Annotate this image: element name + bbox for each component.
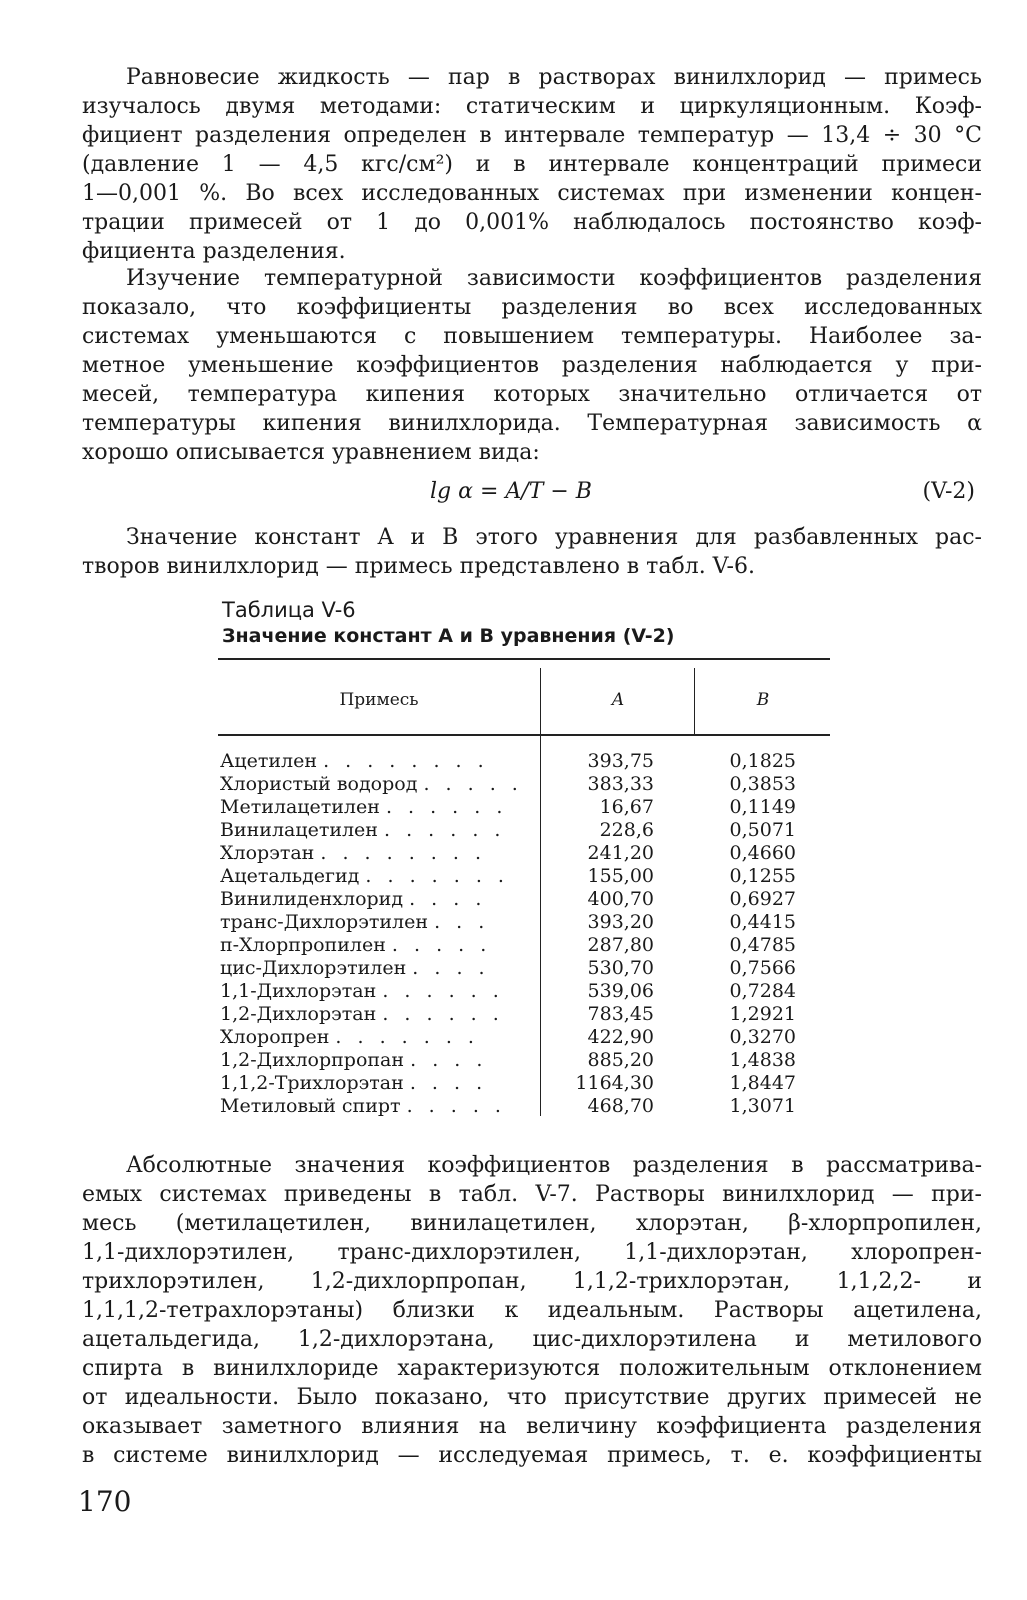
constant-a-cell: 16,67 xyxy=(599,796,654,818)
table-top-rule xyxy=(218,658,830,660)
text-line: оказывает заметного влияния на величину коэффициента разделения xyxy=(82,1414,982,1439)
text-line: Абсолютные значения коэффициентов разделения в рассматрива- xyxy=(126,1153,982,1178)
page-number: 170 xyxy=(78,1485,132,1518)
text-line: показало, что коэффициенты разделения во всех исследованных xyxy=(82,295,982,320)
paragraph-equilibrium-methods xyxy=(82,63,982,266)
impurity-name: Винилацетилен . . . . . . xyxy=(220,819,506,841)
constant-b-cell: 0,4785 xyxy=(729,934,796,956)
constant-b-cell: 0,1255 xyxy=(729,865,796,887)
constant-a-cell: 228,6 xyxy=(599,819,654,841)
text-line: трихлорэтилен, 1,2-дихлорпропан, 1,1,2-трихлорэтан, 1,1,2,2- и xyxy=(82,1269,982,1294)
table-row xyxy=(218,773,830,796)
impurity-name: Метилацетилен . . . . . . xyxy=(220,796,508,818)
equation-v2 xyxy=(0,479,1027,509)
text-line: ацетальдегида, 1,2-дихлорэтана, цис-дихлорэтилена и метилового xyxy=(82,1327,982,1352)
constant-b-cell: 0,5071 xyxy=(729,819,796,841)
impurity-name: Ацетальдегид . . . . . . . xyxy=(220,865,509,887)
impurity-name: 1,2-Дихлорэтан . . . . . . xyxy=(220,1003,504,1025)
text-line: изучалось двумя методами: статическим и циркуляционным. Коэф- xyxy=(82,94,982,119)
equation-expression: lg α = A/T − B xyxy=(430,479,592,504)
constant-a-cell: 155,00 xyxy=(587,865,654,887)
table-number: Таблица V-6 xyxy=(222,598,356,622)
impurity-name: 1,2-Дихлорпропан . . . . xyxy=(220,1049,488,1071)
constant-b-cell: 0,4660 xyxy=(729,842,796,864)
text-line: температуры кипения винилхлорида. Температурная зависимость α xyxy=(82,411,982,436)
constant-b-cell: 1,4838 xyxy=(729,1049,796,1071)
constant-a-cell: 539,06 xyxy=(587,980,654,1002)
impurity-name: Хлоропрен . . . . . . . xyxy=(220,1026,479,1048)
text-line: трации примесей от 1 до 0,001% наблюдалось постоянство коэф- xyxy=(82,210,982,235)
table-row xyxy=(218,1003,830,1026)
table-row xyxy=(218,1049,830,1072)
equation-number: (V-2) xyxy=(922,479,975,504)
table-caption xyxy=(222,597,674,649)
text-line: фициент разделения определен в интервале температур — 13,4 ÷ 30 °С xyxy=(82,123,982,148)
impurity-name: Винилиденхлорид . . . . xyxy=(220,888,487,910)
text-line: (давление 1 — 4,5 кгс/см²) и в интервале концентраций примеси xyxy=(82,152,982,177)
table-row xyxy=(218,957,830,980)
text-line: фициента разделения. xyxy=(82,239,346,264)
text-line: хорошо описывается уравнением вида: xyxy=(82,440,540,465)
text-line: метное уменьшение коэффициентов разделения наблюдается у при- xyxy=(82,353,982,378)
text-line: месей, температура кипения которых значительно отличается от xyxy=(82,382,982,407)
table-row xyxy=(218,1026,830,1049)
table-row xyxy=(218,980,830,1003)
column-header-b: B xyxy=(756,690,770,710)
constant-b-cell: 0,1149 xyxy=(729,796,796,818)
table-row xyxy=(218,1072,830,1095)
text-line: Изучение температурной зависимости коэффициентов разделения xyxy=(126,266,982,291)
paragraph-absolute-values xyxy=(82,1151,982,1470)
constant-a-cell: 287,80 xyxy=(587,934,654,956)
table-row xyxy=(218,934,830,957)
constant-b-cell: 0,3853 xyxy=(729,773,796,795)
constant-b-cell: 1,3071 xyxy=(729,1095,796,1117)
impurity-name: п-Хлорпропилен . . . . . xyxy=(220,934,492,956)
constant-b-cell: 0,7566 xyxy=(729,957,796,979)
constant-a-cell: 393,20 xyxy=(587,911,654,933)
table-row xyxy=(218,865,830,888)
text-line: творов винилхлорид — примесь представлено в табл. V-6. xyxy=(82,554,755,579)
text-line: Равновесие жидкость — пар в растворах винилхлорид — примесь xyxy=(126,65,982,90)
table-row xyxy=(218,888,830,911)
impurity-name: Хлористый водород . . . . . xyxy=(220,773,523,795)
table-body xyxy=(218,750,830,1118)
table-row xyxy=(218,796,830,819)
constant-a-cell: 1164,30 xyxy=(575,1072,654,1094)
text-line: Значение констант A и B этого уравнения для разбавленных рас- xyxy=(126,525,982,550)
constant-b-cell: 1,2921 xyxy=(729,1003,796,1025)
constant-a-cell: 468,70 xyxy=(587,1095,654,1117)
constant-b-cell: 0,3270 xyxy=(729,1026,796,1048)
constant-b-cell: 0,1825 xyxy=(729,750,796,772)
impurity-name: 1,1,2-Трихлорэтан . . . . xyxy=(220,1072,488,1094)
text-line: месь (метилацетилен, винилацетилен, хлорэтан, β-хлорпропилен, xyxy=(82,1211,982,1236)
constant-a-cell: 783,45 xyxy=(587,1003,654,1025)
impurity-name: цис-Дихлорэтилен . . . . xyxy=(220,957,490,979)
impurity-name: Ацетилен . . . . . . . . xyxy=(220,750,489,772)
column-header-a: A xyxy=(611,690,625,710)
table-row xyxy=(218,819,830,842)
table-title: Значение констант A и B уравнения (V-2) xyxy=(222,625,675,647)
text-line: в системе винилхлорид — исследуемая примесь, т. е. коэффициенты xyxy=(82,1443,982,1468)
text-line: 1,1-дихлорэтилен, транс-дихлорэтилен, 1,1-дихлорэтан, хлоропрен- xyxy=(82,1240,982,1265)
text-line: 1,1,1,2-тетрахлорэтаны) близки к идеальным. Растворы ацетилена, xyxy=(82,1298,982,1323)
constant-a-cell: 530,70 xyxy=(587,957,654,979)
constant-b-cell: 0,7284 xyxy=(729,980,796,1002)
impurity-name: транс-Дихлорэтилен . . . xyxy=(220,911,490,933)
constant-a-cell: 383,33 xyxy=(587,773,654,795)
paragraph-temperature-dependence xyxy=(82,264,982,467)
constant-a-cell: 400,70 xyxy=(587,888,654,910)
constant-b-cell: 1,8447 xyxy=(729,1072,796,1094)
table-row xyxy=(218,750,830,773)
text-line: системах уменьшаются с повышением температуры. Наиболее за- xyxy=(82,324,982,349)
table-row xyxy=(218,911,830,934)
text-line: 1—0,001 %. Во всех исследованных системах при изменении концен- xyxy=(82,181,982,206)
constant-a-cell: 241,20 xyxy=(587,842,654,864)
impurity-name: 1,1-Дихлорэтан . . . . . . xyxy=(220,980,504,1002)
text-line: от идеальности. Было показано, что присутствие других примесей не xyxy=(82,1385,982,1410)
constant-b-cell: 0,6927 xyxy=(729,888,796,910)
table-column-divider xyxy=(694,668,695,734)
impurity-name: Хлорэтан . . . . . . . . xyxy=(220,842,486,864)
constant-a-cell: 393,75 xyxy=(587,750,654,772)
constant-b-cell: 0,4415 xyxy=(729,911,796,933)
paragraph-constants-intro xyxy=(82,523,982,581)
constant-a-cell: 885,20 xyxy=(587,1049,654,1071)
table-header-rule xyxy=(218,734,830,736)
text-line: емых системах приведены в табл. V-7. Растворы винилхлорид — при- xyxy=(82,1182,982,1207)
column-header-impurity: Примесь xyxy=(339,690,419,710)
table-row xyxy=(218,842,830,865)
table-row xyxy=(218,1095,830,1118)
impurity-name: Метиловый спирт . . . . . xyxy=(220,1095,506,1117)
constant-a-cell: 422,90 xyxy=(587,1026,654,1048)
text-line: спирта в винилхлориде характеризуются положительным отклонением xyxy=(82,1356,982,1381)
